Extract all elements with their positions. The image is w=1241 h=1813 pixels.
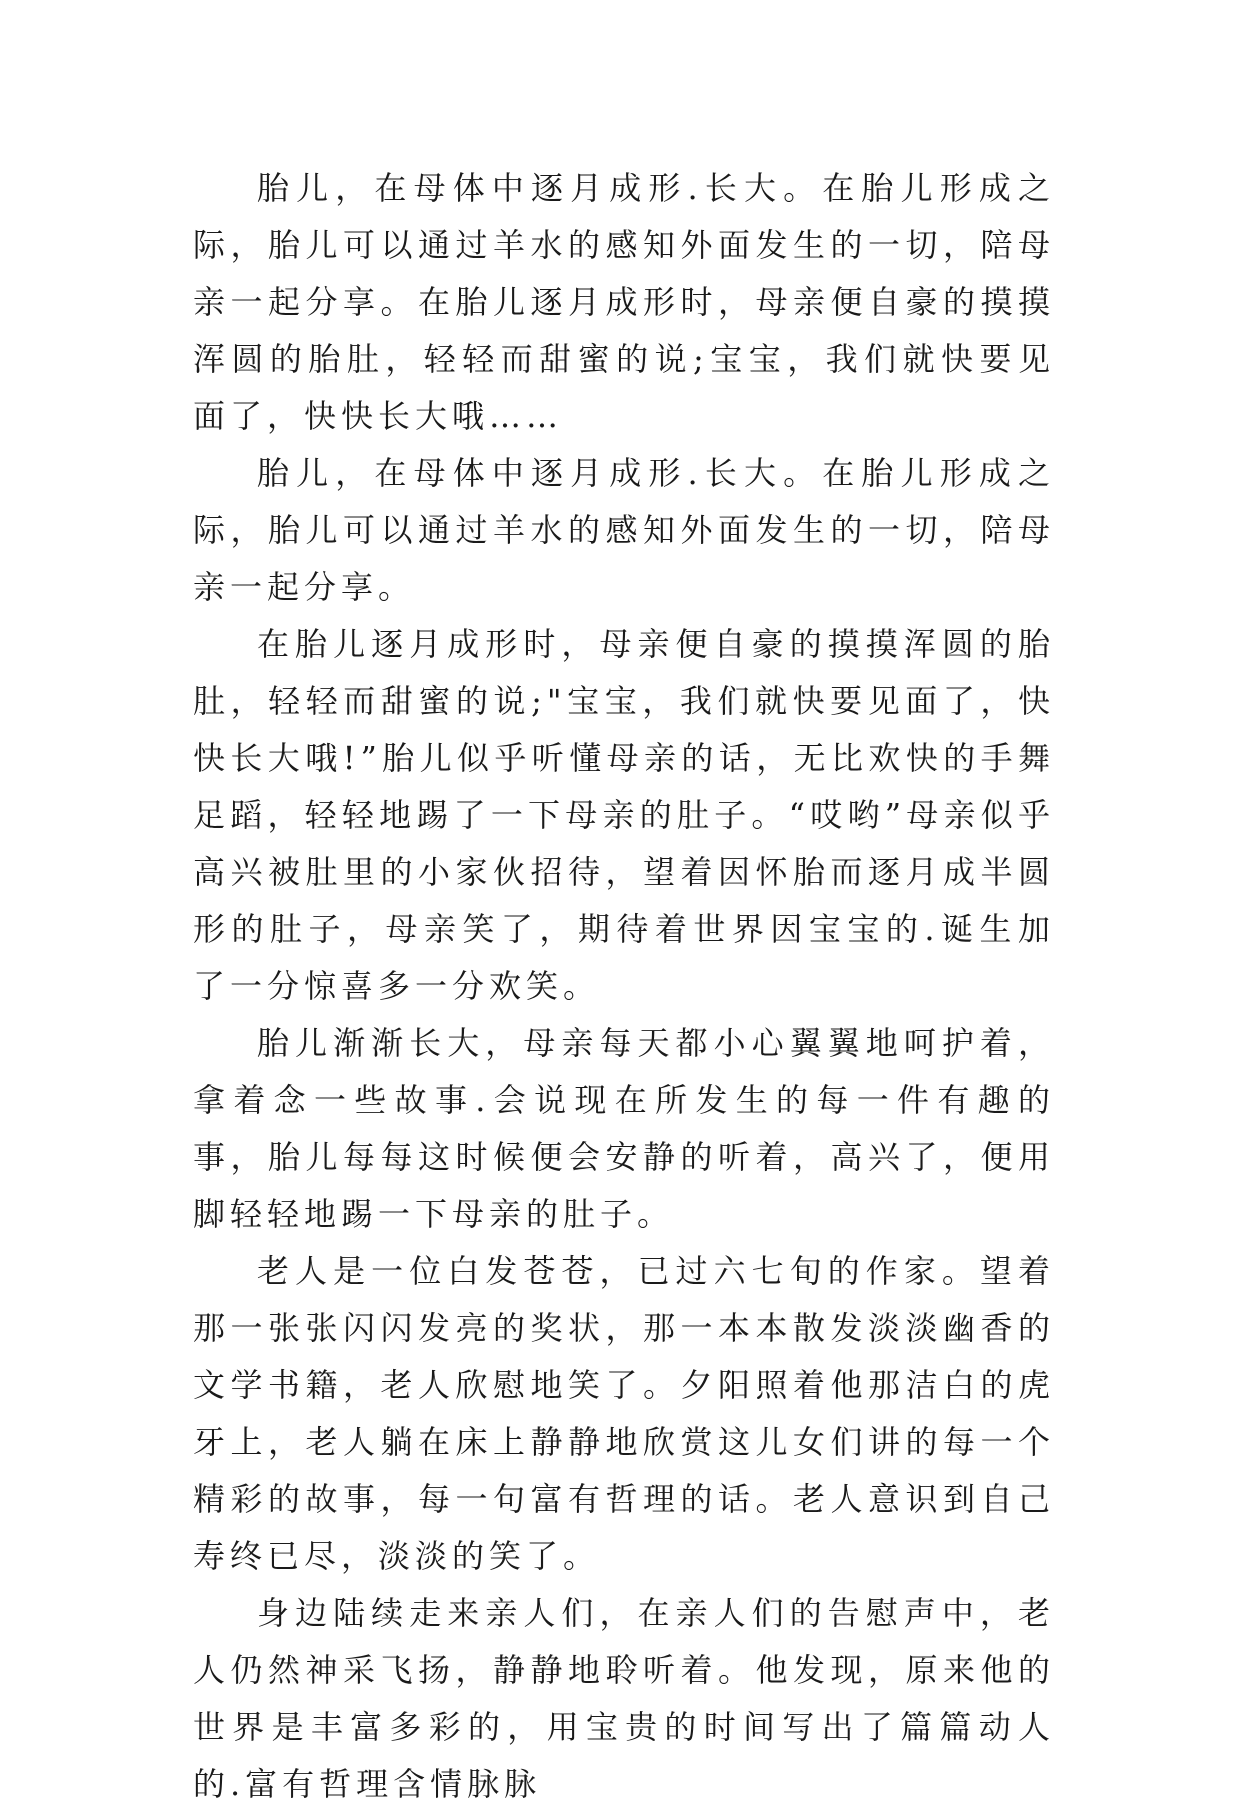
- paragraph-3: 在胎儿逐月成形时，母亲便自豪的摸摸浑圆的胎肚，轻轻而甜蜜的说;"宝宝，我们就快要见面了，快快长大哦!”胎儿似乎听懂母亲的话，无比欢快的手舞足蹈，轻轻地踢了一下母亲的肚子。“哎哟”母亲似乎高兴被肚里的小家伙招待，望着因怀胎而逐月成半圆形的肚子，母亲笑了，期待着世界因宝宝的.诞生加了一分惊喜多一分欢笑。: [193, 625, 1055, 1005]
- paragraph-6: 身边陆续走来亲人们，在亲人们的告慰声中，老人仍然神采飞扬，静静地聆听着。他发现，原来他的世界是丰富多彩的，用宝贵的时间写出了篇篇动人的.富有哲理含情脉脉: [193, 1594, 1055, 1803]
- paragraph-1: 胎儿，在母体中逐月成形.长大。在胎儿形成之际，胎儿可以通过羊水的感知外面发生的一切，陪母亲一起分享。在胎儿逐月成形时，母亲便自豪的摸摸浑圆的胎肚，轻轻而甜蜜的说;宝宝，我们就快要见面了，快快长大哦……: [193, 169, 1055, 435]
- paragraph-2: 胎儿，在母体中逐月成形.长大。在胎儿形成之际，胎儿可以通过羊水的感知外面发生的一切，陪母亲一起分享。: [193, 454, 1055, 606]
- document-body: [193, 160, 1055, 1813]
- paragraph-4: 胎儿渐渐长大，母亲每天都小心翼翼地呵护着，拿着念一些故事.会说现在所发生的每一件有趣的事，胎儿每每这时候便会安静的听着，高兴了，便用脚轻轻地踢一下母亲的肚子。: [193, 1024, 1055, 1233]
- paragraph-5: 老人是一位白发苍苍，已过六七旬的作家。望着那一张张闪闪发亮的奖状，那一本本散发淡淡幽香的文学书籍，老人欣慰地笑了。夕阳照着他那洁白的虎牙上，老人躺在床上静静地欣赏这儿女们讲的每一个精彩的故事，每一句富有哲理的话。老人意识到自己寿终已尽，淡淡的笑了。: [193, 1252, 1055, 1575]
